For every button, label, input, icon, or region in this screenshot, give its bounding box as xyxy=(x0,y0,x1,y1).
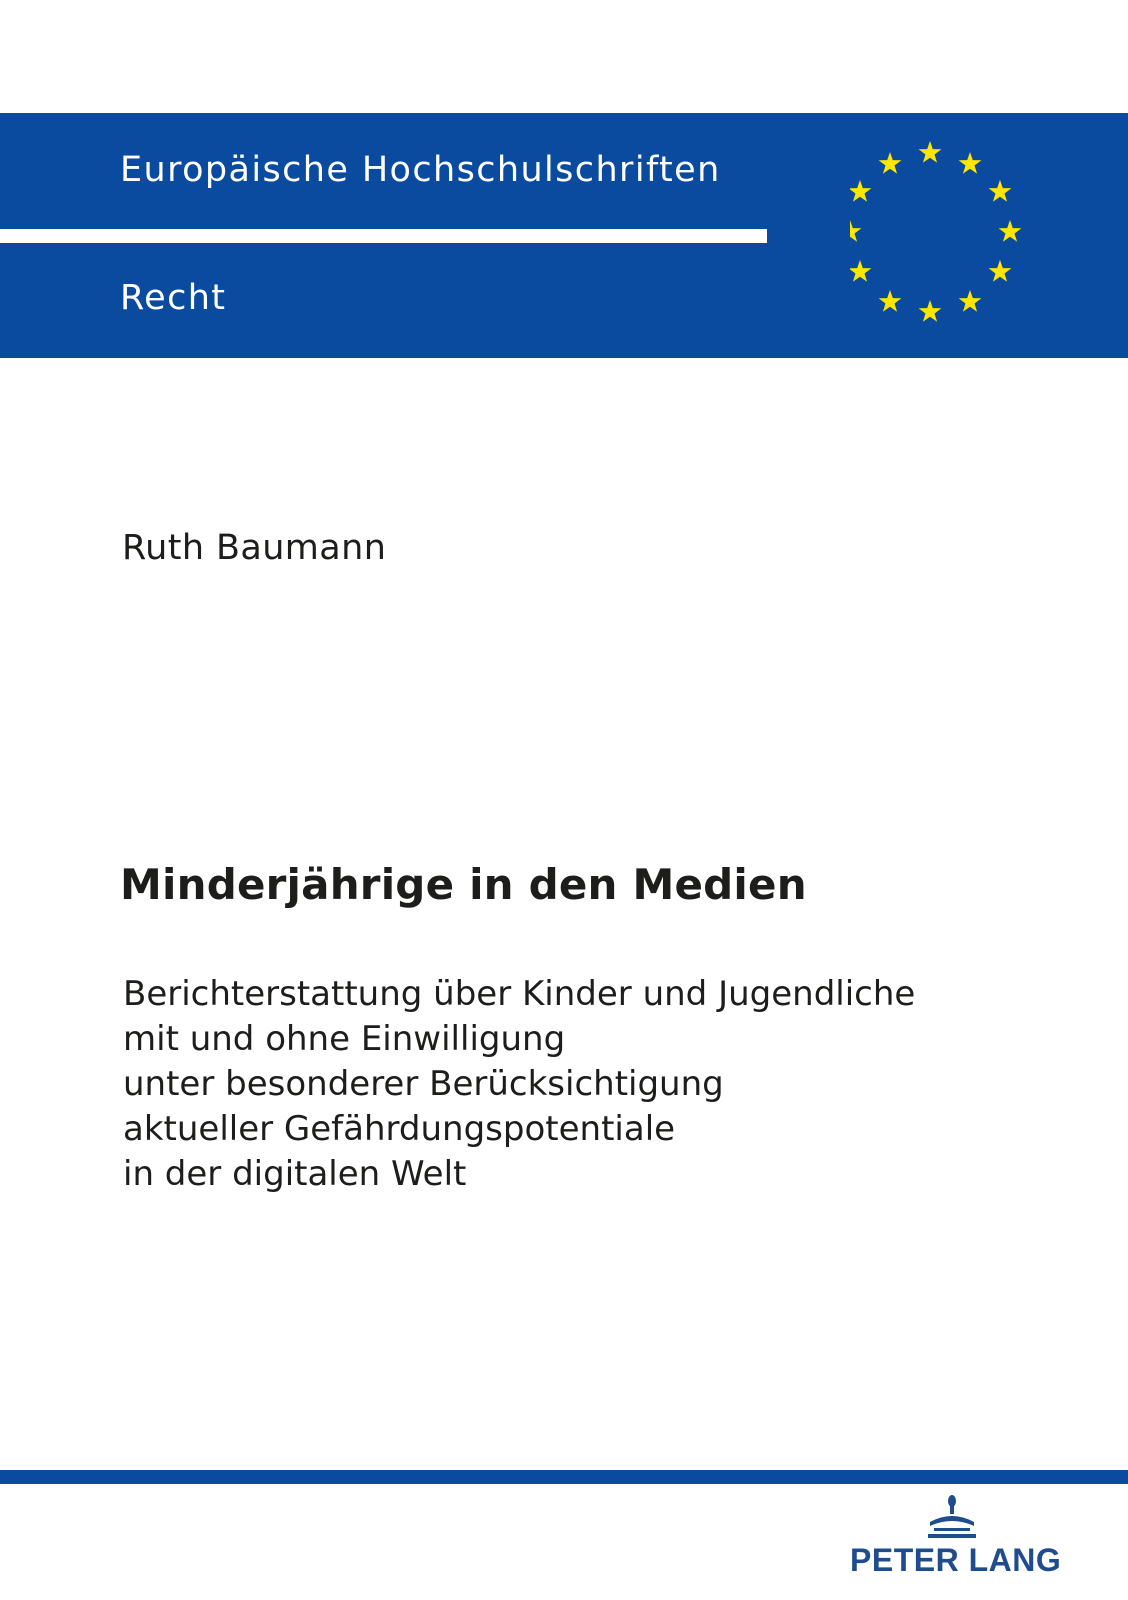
subtitle-line: aktueller Gefährdungspotentiale xyxy=(123,1109,676,1149)
author-name: Ruth Baumann xyxy=(122,528,387,568)
banner-divider xyxy=(0,229,767,243)
bottom-rule xyxy=(0,1470,1128,1484)
subtitle-line: Berichterstattung über Kinder und Jugendliche xyxy=(123,974,916,1014)
subtitle-line: in der digitalen Welt xyxy=(123,1154,467,1194)
series-subject: Recht xyxy=(120,278,227,318)
publisher-logo xyxy=(850,1492,1062,1582)
book-subtitle xyxy=(123,972,915,1197)
book-title: Minderjährige in den Medien xyxy=(120,860,807,909)
publisher-name: PETER LANG xyxy=(850,1542,1062,1578)
subtitle-line: unter besonderer Berücksichtigung xyxy=(123,1064,724,1104)
subtitle-line: mit und ohne Einwilligung xyxy=(123,1019,566,1059)
peter-lang-logo-icon xyxy=(920,1492,984,1540)
series-title: Europäische Hochschulschriften xyxy=(120,150,721,190)
eu-stars-icon xyxy=(850,140,1050,340)
